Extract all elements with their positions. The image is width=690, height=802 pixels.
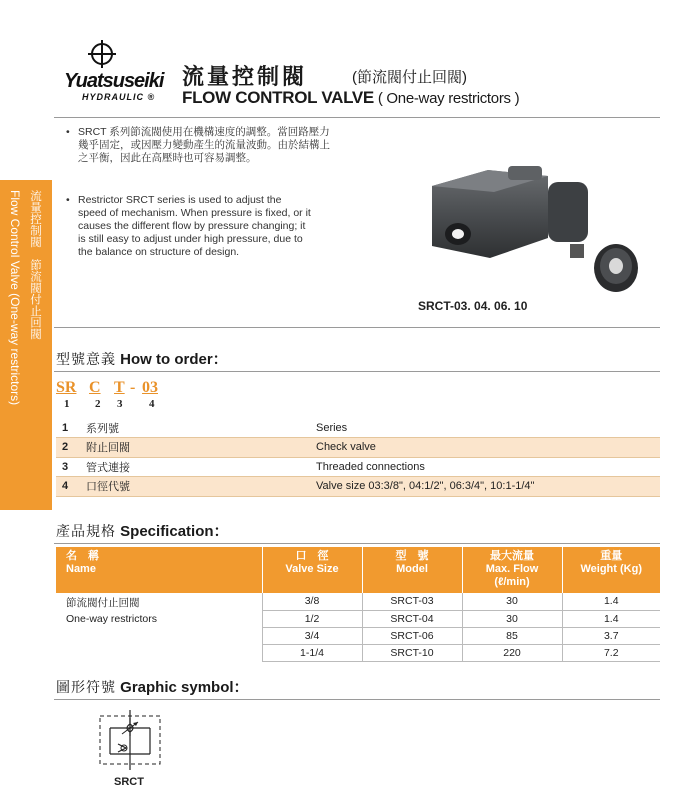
brand-name: Yuatsuseiki	[64, 70, 164, 92]
graphic-symbol-title-en: Graphic symbol：	[120, 679, 249, 696]
order-en: Threaded connections	[316, 460, 425, 473]
code-number: 4	[149, 398, 155, 410]
section-underline	[54, 699, 660, 700]
specification-heading	[56, 520, 229, 541]
spec-header-row	[56, 547, 660, 593]
order-en: Valve size 03:3/8", 04:1/2", 06:3/4", 10:1-1/4"	[316, 480, 535, 493]
spec-header-size	[262, 547, 362, 593]
spec-header-name	[56, 547, 262, 593]
page-title-en	[182, 88, 519, 108]
spec-flow: 30	[462, 593, 562, 610]
spec-header-flow	[462, 547, 562, 593]
specification-title-cn: 產品規格	[56, 523, 116, 539]
spec-header-model	[362, 547, 462, 593]
header-cn: 重量	[600, 550, 623, 562]
header-cn: 最大流量	[490, 550, 534, 562]
table-row	[56, 477, 660, 497]
side-tab	[0, 180, 52, 510]
model-code-part: SR	[56, 379, 77, 396]
header-divider	[54, 117, 660, 118]
model-code-part: -	[130, 379, 136, 396]
header-unit: (ℓ/min)	[494, 576, 530, 588]
section-underline	[54, 543, 660, 544]
side-tab-en: Flow Control Valve (One-way restrictors)	[8, 190, 22, 406]
order-num: 1	[62, 421, 69, 434]
spec-weight: 1.4	[562, 610, 660, 627]
header-en: Valve Size	[285, 563, 339, 575]
code-number: 3	[117, 398, 123, 410]
page-title-en-main: FLOW CONTROL VALVE	[182, 88, 374, 107]
how-to-order-heading	[56, 348, 228, 369]
order-en: Check valve	[316, 441, 376, 454]
order-num: 2	[62, 441, 69, 454]
description-en-line: speed of mechanism. When pressure is fixed, or it	[78, 207, 311, 219]
code-number: 1	[64, 398, 70, 410]
spec-name-cn: 節流閥付止回閥	[66, 597, 140, 609]
header-en: Weight (Kg)	[580, 563, 642, 575]
one-way-restrictor-symbol-icon	[96, 710, 166, 770]
description-cn-line: • SRCT 系列節流閥使用在機構速度的調整。當回路壓力	[78, 126, 330, 138]
spec-size: 1/2	[262, 610, 362, 627]
brand-emblem-icon	[82, 38, 122, 72]
specification-title-en: Specification：	[120, 523, 229, 540]
how-to-order-title-en: How to order：	[120, 351, 228, 368]
graphic-symbol-heading	[56, 676, 249, 697]
side-tab-cn: 流量控制閥 節流閥付止回閥	[29, 190, 41, 340]
spec-model: SRCT-03	[362, 593, 462, 610]
spec-size: 3/8	[262, 593, 362, 610]
description-en-line: is still easy to adjust under high pressure, due to	[78, 233, 303, 245]
order-num: 4	[62, 480, 69, 493]
table-row	[56, 457, 660, 477]
order-num: 3	[62, 460, 69, 473]
description-en-line: the balance on structure of design.	[78, 246, 240, 258]
order-table	[56, 418, 660, 497]
model-code-part: 03	[142, 379, 158, 396]
spec-model: SRCT-06	[362, 627, 462, 644]
order-cn: 管式連接	[86, 461, 130, 474]
table-row	[56, 593, 660, 610]
product-photo	[418, 162, 640, 302]
description-en	[78, 194, 311, 259]
model-code-part: T	[114, 379, 125, 396]
graphic-symbol-title-cn: 圖形符號	[56, 679, 116, 695]
section-underline	[54, 371, 660, 372]
order-cn: 口徑代號	[86, 481, 130, 494]
spec-table	[56, 547, 660, 662]
spec-flow: 30	[462, 610, 562, 627]
spec-name-cell	[56, 593, 262, 661]
spec-name-en: One-way restrictors	[66, 613, 158, 625]
spec-flow: 220	[462, 644, 562, 661]
spec-weight: 1.4	[562, 593, 660, 610]
description-en-line: causes the different flow by pressure changing; it	[78, 220, 306, 232]
adjustment-knob-icon	[594, 244, 638, 292]
spec-model: SRCT-04	[362, 610, 462, 627]
spec-header-weight	[562, 547, 660, 593]
graphic-symbol-caption: SRCT	[114, 776, 144, 788]
brand-logo	[60, 38, 178, 108]
page-title-cn-sub: (節流閥付止回閥)	[352, 69, 467, 86]
product-caption: SRCT-03. 04. 06. 10	[418, 299, 528, 313]
header-en: Model	[396, 563, 428, 575]
description-cn-line: 幾乎固定，或因壓力變動產生的流量波動。由於結構上	[78, 139, 330, 151]
page-title-cn: 流量控制閥	[182, 64, 308, 89]
table-row	[56, 438, 660, 458]
header-cn: 名 稱	[66, 550, 99, 562]
code-number: 2	[95, 398, 101, 410]
description-en-line: • Restrictor SRCT series is used to adjust the	[78, 194, 282, 206]
section-divider	[54, 327, 660, 328]
model-code-part: C	[89, 379, 101, 396]
page-title-en-sub: ( One-way restrictors )	[373, 90, 520, 107]
order-cn: 附止回閥	[86, 442, 130, 455]
header-en: Name	[66, 563, 96, 575]
spec-weight: 3.7	[562, 627, 660, 644]
table-row	[56, 418, 660, 438]
order-cn: 系列號	[86, 422, 119, 435]
header-en: Max. Flow	[485, 563, 539, 575]
order-en: Series	[316, 421, 348, 434]
description-cn-line: 之平衡，因此在高壓時也可容易調整。	[78, 152, 257, 164]
spec-flow: 85	[462, 627, 562, 644]
header-cn: 型 號	[395, 550, 429, 562]
spec-weight: 7.2	[562, 644, 660, 661]
description-cn	[78, 126, 330, 165]
brand-sub: HYDRAULIC ®	[82, 92, 156, 102]
spec-size: 1-1/4	[262, 644, 362, 661]
how-to-order-title-cn: 型號意義	[56, 351, 116, 367]
spec-size: 3/4	[262, 627, 362, 644]
header-cn: 口 徑	[295, 550, 329, 562]
spec-model: SRCT-10	[362, 644, 462, 661]
